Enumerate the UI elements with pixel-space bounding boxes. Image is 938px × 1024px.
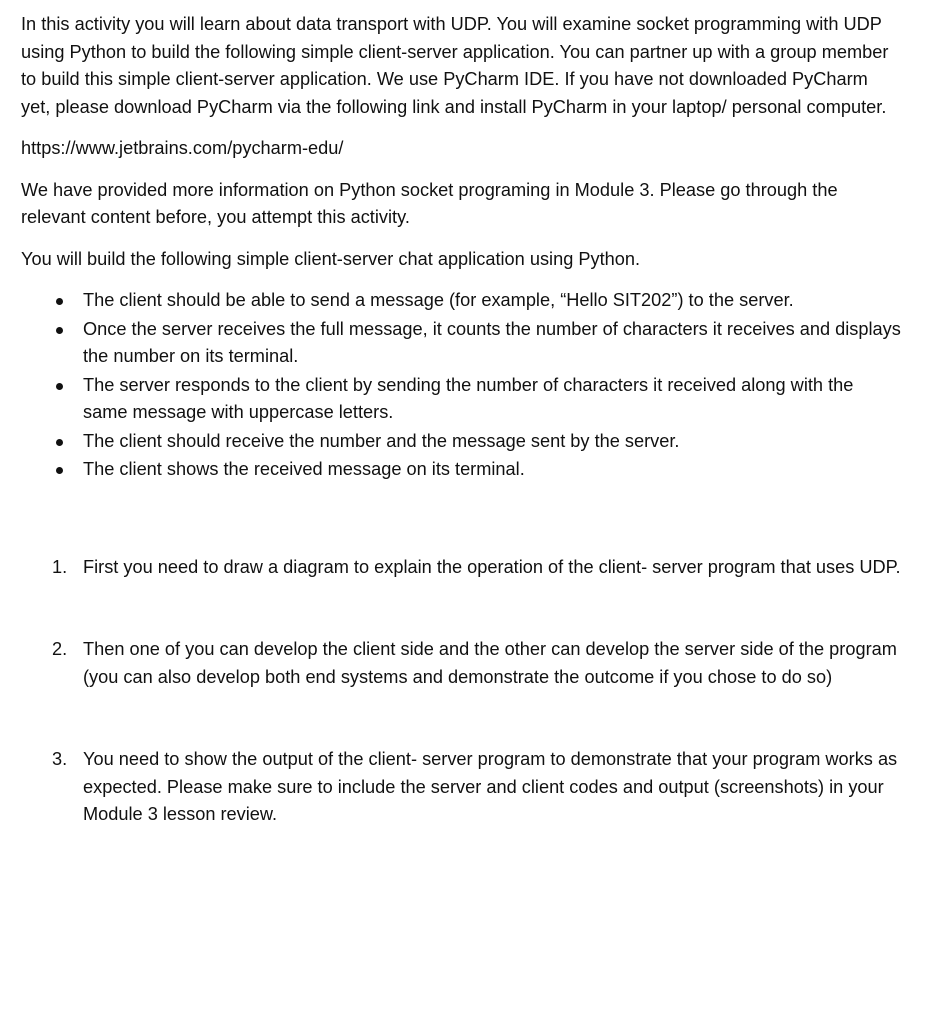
step-number: 2. [52,639,68,659]
bullet-icon [56,298,63,305]
bullet-icon [56,467,63,474]
step-number: 1. [52,556,68,577]
step-item [21,554,901,582]
requirements-list [21,287,901,484]
list-item-text: Once the server receives the full message, it counts the number of characters it receives and displays the number on its terminal. [83,318,901,366]
step-text: First you need to draw a diagram to explain the operation of the client- server program that uses UDP. [83,556,901,577]
info-paragraph: We have provided more information on Python socket programing in Module 3. Please go through the relevant content before, you attempt this activity. [21,179,838,227]
bullet-icon [56,327,63,334]
list-item-text: The server responds to the client by sending the number of characters it received along with the same message with uppercase letters. [83,374,854,422]
intro-paragraph: In this activity you will learn about data transport with UDP. You will examine socket programming with UDP using Python to build the following simple client-server application. You can partner up with a group member to build this simple client-server application. We use PyCharm IDE. If you have not downloaded PyCharm yet, please download PyCharm via the following link and install PyCharm in your laptop/ personal computer. [21,14,889,117]
list-item [21,456,901,484]
lead-paragraph: You will build the following simple client-server chat application using Python. [21,248,641,269]
list-item-text: The client should receive the number and the message sent by the server. [83,430,680,451]
list-item-text: The client shows the received message on its terminal. [83,459,525,479]
list-item-text: The client should be able to send a message (for example, “Hello SIT202”) to the server. [83,290,794,310]
list-item [21,428,901,456]
document-page [21,11,901,829]
pycharm-link[interactable]: https://www.jetbrains.com/pycharm-edu/ [21,138,344,158]
list-item [21,287,901,315]
step-text: You need to show the output of the client- server program to demonstrate that your program works as expected. Please make sure to include the server and client codes and output (screenshots) in your Module 3 lesson review. [83,749,898,824]
step-text: Then one of you can develop the client side and the other can develop the server side of the program (you can also develop both end systems and demonstrate the outcome if you chose to do so) [83,639,897,687]
step-number: 3. [52,749,68,769]
step-item [21,746,901,829]
step-item [21,636,901,691]
list-item [21,316,901,371]
bullet-icon [56,383,63,390]
list-item [21,372,901,427]
bullet-icon [56,439,63,446]
steps-list [21,554,901,829]
